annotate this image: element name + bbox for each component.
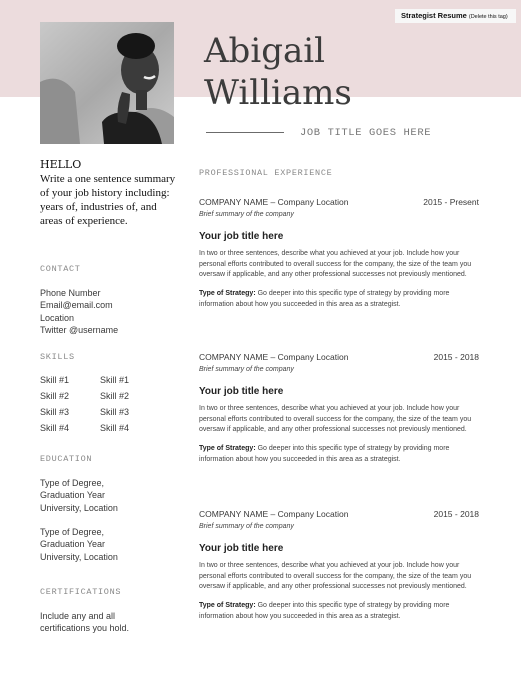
strategy-label: Type of Strategy: <box>199 445 256 453</box>
strategy-text: Go deeper into this specific type of strategy by providing more information about how you succeeded in this area as a strategist. <box>199 602 450 620</box>
experience-heading: PROFESSIONAL EXPERIENCE <box>199 168 333 178</box>
company-brief: Brief summary of the company <box>199 211 294 218</box>
skill-item: Skill #4 <box>100 423 130 433</box>
summary-text: Write a one sentence summary of your job history including: years of, industries of, and areas of experience. <box>40 173 176 227</box>
job-dates: 2015 - 2018 <box>433 352 479 362</box>
strategy-text: Go deeper into this specific type of strategy by providing more information about how you succeeded in this area as a strategist. <box>199 290 450 308</box>
skill-item: Skill #3 <box>100 407 130 417</box>
hello-heading: HELLO <box>40 158 82 171</box>
job-description: In two or three sentences, describe what you achieved at your job. Include how your personal efforts contributed to overall success for the company, the size of the team you oversaw if applicable, and any other professional successes not previously mentioned. <box>199 250 472 279</box>
skill-item: Skill #1 <box>100 375 130 385</box>
experience-entry <box>199 352 479 466</box>
skill-item: Skill #2 <box>100 391 130 401</box>
template-tag <box>395 9 516 23</box>
job-title: JOB TITLE GOES HERE <box>300 127 432 139</box>
company-name: COMPANY NAME – Company Location <box>199 352 349 362</box>
job-title-heading: Your job title here <box>199 231 284 242</box>
contact-heading: CONTACT <box>40 264 81 274</box>
education-year: Graduation Year <box>40 490 106 500</box>
first-name: Abigail <box>204 31 325 71</box>
strategy-text: Go deeper into this specific type of strategy by providing more information about how you succeeded in this area as a strategist. <box>199 445 450 463</box>
title-divider <box>206 132 284 133</box>
job-title-heading: Your job title here <box>199 543 284 554</box>
job-title-heading: Your job title here <box>199 386 284 397</box>
full-name <box>204 30 504 114</box>
company-name: COMPANY NAME – Company Location <box>199 197 349 207</box>
experience-entry <box>199 509 479 623</box>
job-dates: 2015 - Present <box>423 197 479 207</box>
experience-entry <box>199 197 479 311</box>
company-brief: Brief summary of the company <box>199 523 294 530</box>
education-year: Graduation Year <box>40 539 106 549</box>
contact-email: Email@email.com <box>40 300 113 310</box>
skill-item: Skill #4 <box>40 423 70 433</box>
education-degree: Type of Degree, <box>40 527 105 537</box>
education-school: University, Location <box>40 503 118 513</box>
skill-item: Skill #1 <box>40 375 70 385</box>
contact-location: Location <box>40 313 75 323</box>
strategy-label: Type of Strategy: <box>199 290 256 298</box>
education-heading: EDUCATION <box>40 454 93 464</box>
job-description: In two or three sentences, describe what you achieved at your job. Include how your personal efforts contributed to overall success for the company, the size of the team you oversaw if applicable, and any other professional successes not previously mentioned. <box>199 562 472 591</box>
certifications-line: Include any and all <box>40 611 116 621</box>
template-tag-label: Strategist Resume <box>401 11 467 20</box>
company-brief: Brief summary of the company <box>199 366 294 373</box>
strategy-label: Type of Strategy: <box>199 602 256 610</box>
certifications-line: certifications you hold. <box>40 623 130 633</box>
job-description: In two or three sentences, describe what you achieved at your job. Include how your personal efforts contributed to overall success for the company, the size of the team you oversaw if applicable, and any other professional successes not previously mentioned. <box>199 405 472 434</box>
strategy-paragraph <box>199 289 479 310</box>
contact-phone: Phone Number <box>40 288 101 298</box>
job-dates: 2015 - 2018 <box>433 509 479 519</box>
contact-twitter: Twitter @username <box>40 325 119 335</box>
education-degree: Type of Degree, <box>40 478 105 488</box>
strategy-paragraph <box>199 601 479 622</box>
last-name: Williams <box>204 73 352 113</box>
company-name: COMPANY NAME – Company Location <box>199 509 349 519</box>
skill-item: Skill #3 <box>40 407 70 417</box>
education-school: University, Location <box>40 552 118 562</box>
skills-heading: SKILLS <box>40 352 75 362</box>
intro-section <box>40 158 180 228</box>
certifications-heading: CERTIFICATIONS <box>40 587 122 597</box>
profile-photo <box>40 22 174 144</box>
skill-item: Skill #2 <box>40 391 70 401</box>
template-tag-note: (Delete this tag) <box>468 14 508 20</box>
strategy-paragraph <box>199 444 479 465</box>
